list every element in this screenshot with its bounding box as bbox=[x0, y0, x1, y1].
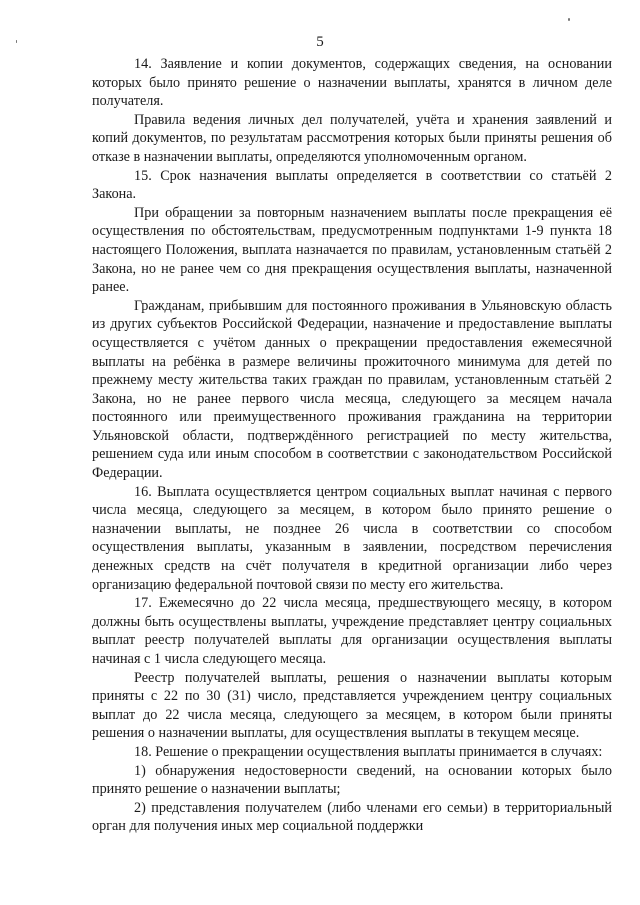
paragraph-18-item-2: 2) представления получателем (либо членами его семьи) в территориальный орган для получения иных мер социальной поддержки bbox=[92, 799, 612, 835]
paragraph-18-item-1: 1) обнаружения недостоверности сведений, на основании которых было принято решение о назначении выплаты; bbox=[92, 762, 612, 798]
paragraph-14: 14. Заявление и копии документов, содержащих сведения, на основании которых было принято решение о назначении выплаты, хранятся в личном деле получателя. bbox=[92, 56, 612, 110]
paragraph-14-rules: Правила ведения личных дел получателей, учёта и хранения заявлений и копий документов, по результатам рассмотрения которых были приняты решения об отказе в назначении выплаты, определяются уполномоченным органом. bbox=[92, 111, 612, 165]
page-number: 5 bbox=[316, 34, 324, 50]
paragraph-15-arrivals: Гражданам, прибывшим для постоянного проживания в Ульяновскую область из других субъектов Российской Федерации, назначение и предоставление выплаты осуществляется с учётом данных о прекращении предоставления ежемесячной выплаты на ребёнка в размере величины прожиточного минимума для детей по прежнему месту жительства таких граждан по правилам, установленным статьёй 2 Закона, но не ранее первого числа месяца, следующего за месяцем начала постоянного или преимущественного проживания гражданина на территории Ульяновской области, подтверждённого регистрацией по месту жительства, решением суда или иным способом в соответствии с законодательством Российской Федерации. bbox=[92, 297, 612, 482]
document-body bbox=[92, 55, 612, 836]
paragraph-18: 18. Решение о прекращении осуществления выплаты принимается в случаях: bbox=[134, 743, 603, 760]
paragraph-17-registry: Реестр получателей выплаты, решения о назначении выплаты которым приняты с 22 по 30 (31) число, представляется учреждением центру социальных выплат до 22 числа месяца, следующего за месяцем, в котором были приняты решения о назначении выплаты, для осуществления выплаты в текущем месяце. bbox=[92, 669, 612, 742]
paragraph-17: 17. Ежемесячно до 22 числа месяца, предшествующего месяцу, в котором должны быть осуществлены выплаты, учреждение представляет центру социальных выплат реестр получателей выплаты для организации осуществления выплаты начиная с 1 числа следующего месяца. bbox=[92, 595, 612, 667]
paragraph-15: 15. Срок назначения выплаты определяется в соответствии со статьёй 2 Закона. bbox=[92, 167, 612, 203]
paragraph-15-repeat: При обращении за повторным назначением выплаты после прекращения её осуществления по обстоятельствам, предусмотренным подпунктами 1-9 пункта 18 настоящего Положения, выплата назначается по правилам, установленным статьёй 2 Закона, но не ранее чем со дня прекращения осуществления выплаты, назначенной ранее. bbox=[92, 204, 612, 296]
paragraph-16: 16. Выплата осуществляется центром социальных выплат начиная с первого числа месяца, следующего за месяцем, в котором было принято решение о назначении выплаты, не позднее 26 числа в соответствии со способом осуществления выплаты, указанным в заявлении, посредством перечисления денежных средств на счёт получателя в кредитной организации либо через организацию федеральной почтовой связи по месту его жительства. bbox=[92, 483, 612, 593]
scan-speck bbox=[568, 18, 570, 21]
